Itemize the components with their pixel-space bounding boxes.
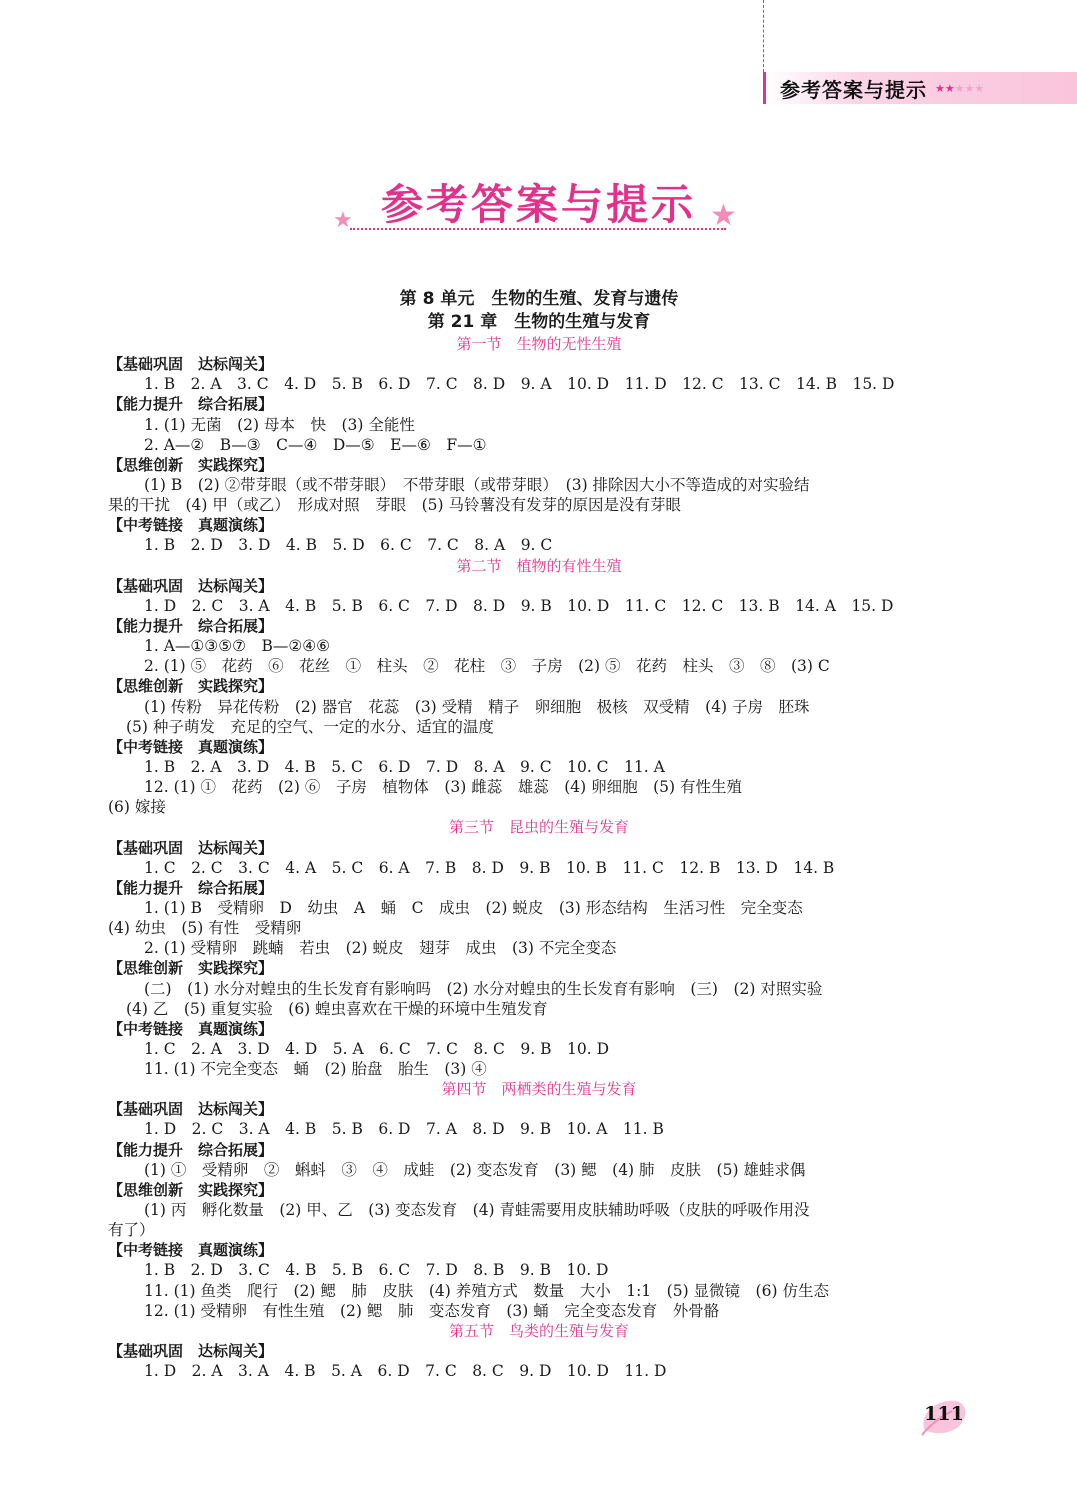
answer-line-continued: (4) 幼虫 (5) 有性 受精卵 [108,919,302,938]
category-heading: 【中考链接 真题演练】 [108,516,274,535]
answer-line: 1. D 2. C 3. A 4. B 5. B 6. D 7. A 8. D 9. B 10. A 11. B [144,1120,664,1139]
running-header-title: 参考答案与提示 [780,77,927,102]
star-left-icon: ★ [333,208,353,233]
answer-line: 1. B 2. D 3. D 4. B 5. D 6. C 7. C 8. A 9. C [144,536,553,555]
answer-content [108,288,970,1381]
star-right-icon: ★ [710,198,737,233]
category-heading: 【思维创新 实践探究】 [108,1180,274,1199]
unit-heading: 第 8 单元 生物的生殖、发育与遗传 [399,289,679,309]
answer-line: (1) ① 受精卵 ② 蝌蚪 ③ ④ 成蛙 (2) 变态发育 (3) 鳃 (4) 肺 皮肤 (5) 雄蛙求偶 [144,1160,806,1179]
answer-line: 12. (1) ① 花药 (2) ⑥ 子房 植物体 (3) 雌蕊 雄蕊 (4) 卵细胞 (5) 有性生殖 [144,778,742,797]
category-heading: 【思维创新 实践探究】 [108,455,274,474]
category-heading: 【基础巩固 达标闯关】 [108,355,274,374]
answer-line: 2. A—② B—③ C—④ D—⑤ E—⑥ F—① [144,435,487,454]
answer-line: (1) 传粉 异花传粉 (2) 器官 花蕊 (3) 受精 精子 卵细胞 极核 双受精 (4) 子房 胚珠 [144,697,810,716]
rating-stars-icon: ★★★★★ [935,81,985,95]
section-heading: 第一节 生物的无性生殖 [456,335,622,353]
category-heading: 【思维创新 实践探究】 [108,959,274,978]
answer-line: 1. B 2. A 3. C 4. D 5. B 6. D 7. C 8. D 9. A 10. D 11. D 12. C 13. C 14. B 15. D [144,375,895,394]
answer-line-continued: 有了） [108,1221,155,1240]
title-underline [350,228,726,230]
section-heading: 第四节 两栖类的生殖与发育 [441,1080,637,1099]
answer-line: 1. B 2. D 3. C 4. B 5. B 6. C 7. D 8. B 9. B 10. D [144,1261,609,1280]
section-heading: 第二节 植物的有性生殖 [456,556,622,575]
answer-line: 1. A—①③⑤⑦ B—②④⑥ [144,637,331,656]
answer-line: (二) (1) 水分对蝗虫的生长发育有影响吗 (2) 水分对蝗虫的生长发育有影响 (三) (2) 对照实验 [144,979,823,998]
answer-line: 1. D 2. C 3. A 4. B 5. B 6. C 7. D 8. D 9. B 10. D 11. C 12. C 13. B 14. A 15. D [144,596,894,615]
page-number: 111 [924,1403,964,1425]
answer-line: 2. (1) 受精卵 跳蝻 若虫 (2) 蜕皮 翅芽 成虫 (3) 不完全变态 [144,939,617,958]
answer-line-continued: (4) 乙 (5) 重复实验 (6) 蝗虫喜欢在干燥的环境中生殖发育 [126,999,548,1018]
category-heading: 【基础巩固 达标闯关】 [108,576,274,595]
answer-line: 1. B 2. A 3. D 4. B 5. C 6. D 7. D 8. A 9. C 10. C 11. A [144,757,665,776]
category-heading: 【能力提升 综合拓展】 [108,395,274,414]
answer-line: 2. (1) ⑤ 花药 ⑥ 花丝 ① 柱头 ② 花柱 ③ 子房 (2) ⑤ 花药 柱头 ③ ⑧ (3) C [144,657,830,676]
answer-line: 1. (1) 无菌 (2) 母本 快 (3) 全能性 [144,415,415,434]
answer-line: 12. (1) 受精卵 有性生殖 (2) 鳃 肺 变态发育 (3) 蛹 完全变态发育 外骨骼 [144,1301,720,1320]
answer-line: 1. D 2. A 3. A 4. B 5. A 6. D 7. C 8. C 9. D 10. D 11. D [144,1362,667,1381]
answer-line: 1. C 2. A 3. D 4. D 5. A 6. C 7. C 8. C 9. B 10. D [144,1039,610,1058]
chapter-heading: 第 21 章 生物的生殖与发育 [427,312,651,332]
category-heading: 【能力提升 综合拓展】 [108,1140,274,1159]
answer-line-continued: 果的干扰 (4) 甲（或乙） 形成对照 芽眼 (5) 马铃薯没有发芽的原因是没有芽眼 [108,496,682,515]
answer-line-continued: (6) 嫁接 [108,798,166,817]
answer-line: 1. C 2. C 3. C 4. A 5. C 6. A 7. B 8. D 9. B 10. B 11. C 12. B 13. D 14. B [144,858,835,877]
category-heading: 【中考链接 真题演练】 [108,1241,274,1260]
page-number-badge [918,1395,970,1437]
category-heading: 【能力提升 综合拓展】 [108,616,274,635]
answer-line: 11. (1) 鱼类 爬行 (2) 鳃 肺 皮肤 (4) 养殖方式 数量 大小 1:1 (5) 显微镜 (6) 仿生态 [144,1281,829,1300]
answer-line: (1) B (2) ②带芽眼（或不带芽眼） 不带芽眼（或带芽眼） (3) 排除因大小不等造成的对实验结 [144,475,810,494]
category-heading: 【中考链接 真题演练】 [108,1019,274,1038]
category-heading: 【基础巩固 达标闯关】 [108,838,274,857]
category-heading: 【能力提升 综合拓展】 [108,878,274,897]
answer-line: 1. (1) B 受精卵 D 幼虫 A 蛹 C 成虫 (2) 蜕皮 (3) 形态结构 生活习性 完全变态 [144,898,803,917]
answer-line: 11. (1) 不完全变态 蛹 (2) 胎盘 胎生 (3) ④ [144,1060,487,1079]
header-divider-line [763,0,764,72]
answer-lines [108,334,970,1381]
section-heading: 第三节 昆虫的生殖与发育 [448,818,629,837]
answer-line-continued: (5) 种子萌发 充足的空气、一定的水分、适宜的温度 [126,717,494,736]
category-heading: 【思维创新 实践探究】 [108,677,274,696]
running-header [763,72,1077,104]
section-heading: 第五节 鸟类的生殖与发育 [448,1321,629,1340]
category-heading: 【中考链接 真题演练】 [108,737,274,756]
category-heading: 【基础巩固 达标闯关】 [108,1342,274,1361]
answer-line: (1) 丙 孵化数量 (2) 甲、乙 (3) 变态发育 (4) 青蛙需要用皮肤辅助呼吸（皮肤的呼吸作用没 [144,1201,810,1220]
page-title: 参考答案与提示 [380,180,696,229]
category-heading: 【基础巩固 达标闯关】 [108,1100,274,1119]
